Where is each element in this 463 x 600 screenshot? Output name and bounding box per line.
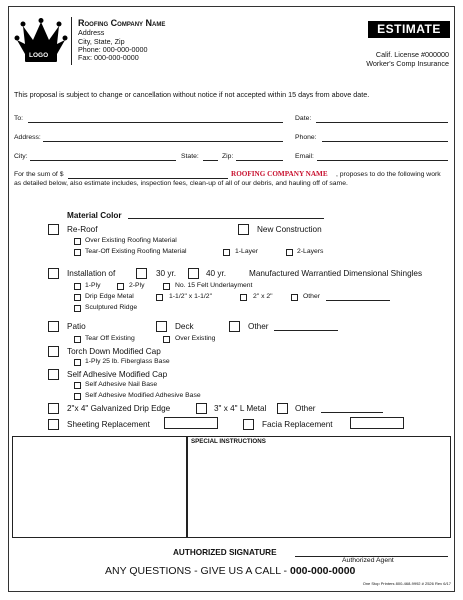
other2-checkbox[interactable] [229,321,240,332]
galv-label: 2"x 4" Galvanized Drip Edge [67,404,171,413]
sum-company-name: ROOFING COMPANY NAME [231,170,328,178]
layer1-checkbox[interactable] [223,249,230,256]
sa-base-checkbox[interactable] [74,393,81,400]
galv-checkbox[interactable] [48,403,59,414]
over-existing-checkbox[interactable] [74,238,81,245]
other3-field[interactable] [321,412,383,413]
special-instructions-box[interactable] [187,436,451,538]
sheeting-box[interactable] [164,417,218,429]
zip-label: Zip: [222,153,234,160]
other2-label: Other [248,322,269,331]
sculptured-checkbox[interactable] [74,305,81,312]
drip-edge-checkbox[interactable] [74,294,81,301]
logo-text: LOGO [29,52,49,59]
other-label: Other [303,293,320,300]
torch-down-checkbox[interactable] [48,346,59,357]
over-existing2-label: Over Existing [175,335,216,342]
email-label: Email: [295,153,314,160]
reroof-checkbox[interactable] [48,224,59,235]
special-instructions-label: SPECIAL INSTRUCTIONS [191,438,266,445]
yr30-checkbox[interactable] [136,268,147,279]
ply1-checkbox[interactable] [74,283,81,290]
ply2-checkbox[interactable] [117,283,124,290]
self-adhesive-label: Self Adhesive Modified Cap [67,370,168,379]
other-field[interactable] [326,300,390,301]
license-text: Calif. License #000000 [375,50,449,59]
zip-field[interactable] [236,160,283,161]
phone-field[interactable] [322,141,448,142]
layer2-checkbox[interactable] [286,249,293,256]
state-label: State: [181,153,199,160]
size1-label: 1-1/2" x 1-1/2" [169,293,212,300]
tear-off-label: Tear-Off Existing Roofing Material [85,248,187,255]
email-field[interactable] [317,160,448,161]
proposal-notice: This proposal is subject to change or cancellation without notice if not accepted within 15 days from above date. [14,90,370,99]
yr40-checkbox[interactable] [188,268,199,279]
other2-field[interactable] [274,330,338,331]
footer-phone: 000-000-0000 [289,565,356,577]
layer1-label: 1-Layer [235,248,259,255]
estimate-badge: ESTIMATE [368,21,450,38]
material-color-field[interactable] [128,218,324,219]
company-fax: Fax: 000-000-0000 [78,53,139,62]
facia-label: Facia Replacement [262,420,333,429]
new-construction-checkbox[interactable] [238,224,249,235]
other-checkbox[interactable] [291,294,298,301]
city-label: City: [14,153,28,160]
printer-credit: One Stop Printers 800-468-9992 # 2526 Rev 6/17 [362,581,451,586]
date-label: Date: [295,115,312,122]
ply25-checkbox[interactable] [74,359,81,366]
notes-box[interactable] [12,436,187,538]
tear-off2-checkbox[interactable] [74,336,81,343]
date-field[interactable] [316,122,448,123]
insurance-text: Worker's Comp Insurance [366,59,449,68]
to-field[interactable] [28,122,283,123]
felt-label: No. 15 Felt Underlayment [175,282,253,289]
material-color-label: Material Color [67,211,122,220]
torch-down-label: Torch Down Modified Cap [67,347,161,356]
address-field[interactable] [43,141,283,142]
yr40-label: 40 yr. [206,269,227,278]
header-divider [71,17,72,65]
l-metal-checkbox[interactable] [196,403,207,414]
size1-checkbox[interactable] [156,294,163,301]
phone-label: Phone: [295,134,317,141]
deck-checkbox[interactable] [156,321,167,332]
ply2-label: 2-Ply [129,282,145,289]
city-field[interactable] [30,160,176,161]
new-construction-label: New Construction [257,225,322,234]
sum-prefix: For the sum of $ [14,171,64,178]
drip-edge-label: Drip Edge Metal [85,293,134,300]
felt-checkbox[interactable] [163,283,170,290]
other3-label: Other [295,404,316,413]
signature-label: AUTHORIZED SIGNATURE [173,548,277,557]
sculptured-label: Sculptured Ridge [85,304,138,311]
reroof-label: Re-Roof [67,225,98,234]
over-existing-label: Over Existing Roofing Material [85,237,177,244]
ply1-label: 1-Ply [85,282,101,289]
sum-line2: as detailed below, also estimate includes, inspection fees, clean-up of all of our debris, and hauling off of same. [14,180,348,187]
size2-checkbox[interactable] [240,294,247,301]
patio-checkbox[interactable] [48,321,59,332]
size2-label: 2" x 2" [253,293,273,300]
other3-checkbox[interactable] [277,403,288,414]
sa-nail-checkbox[interactable] [74,382,81,389]
installation-checkbox[interactable] [48,268,59,279]
address-label: Address: [14,134,41,141]
to-label: To: [14,115,24,122]
company-phone: Phone: 000-000-0000 [78,45,148,54]
company-address: Address [78,28,105,37]
tear-off2-label: Tear Off Existing [85,335,135,342]
layer2-label: 2-Layers [297,248,324,255]
company-name: Roofing Company Name [78,18,166,28]
facia-checkbox[interactable] [243,419,254,430]
patio-label: Patio [67,322,86,331]
footer-questions [105,565,355,577]
yr30-label: 30 yr. [156,269,177,278]
footer-questions-text: ANY QUESTIONS - GIVE US A CALL - [105,565,290,577]
l-metal-label: 3" x 4" L Metal [214,404,267,413]
deck-label: Deck [175,322,194,331]
sheeting-checkbox[interactable] [48,419,59,430]
authorized-agent-label: Authorized Agent [342,557,394,564]
sa-base-label: Self Adhesive Modified Adhesive Base [85,392,201,399]
self-adhesive-checkbox[interactable] [48,369,59,380]
manufactured-label: Manufactured Warrantied Dimensional Shingles [249,269,423,278]
sum-field[interactable] [68,178,228,179]
facia-box[interactable] [350,417,404,429]
over-existing2-checkbox[interactable] [163,336,170,343]
sa-nail-label: Self Adhesive Nail Base [85,381,158,388]
sum-suffix: , proposes to do the following work [336,171,441,178]
state-field[interactable] [203,160,218,161]
ply25-label: 1-Ply 25 lb. Fiberglass Base [85,358,170,365]
installation-label: Installation of [67,269,116,278]
tear-off-checkbox[interactable] [74,249,81,256]
sheeting-label: Sheeting Replacement [67,420,150,429]
company-city: City, State, Zip [78,37,125,46]
